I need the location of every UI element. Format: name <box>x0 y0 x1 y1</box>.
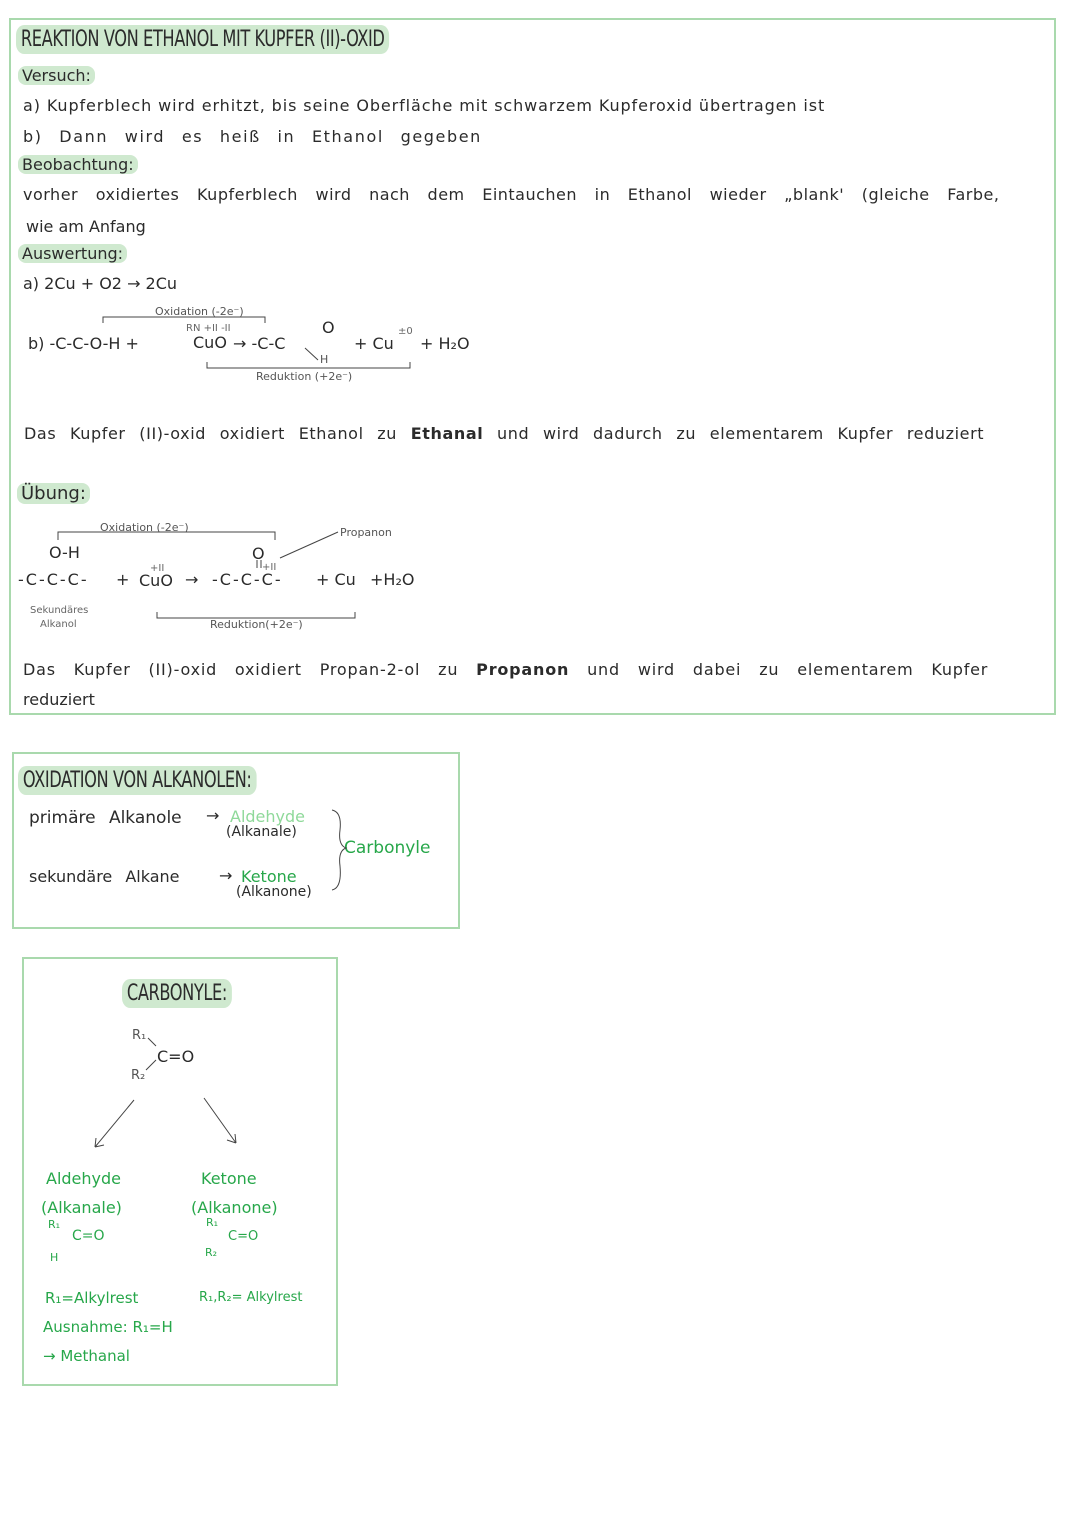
uebung-summary-pre: Das Kupfer (II)-oxid oxidiert Propan-2-ol zu <box>23 660 477 679</box>
uebung-oxidation-label: Oxidation (-2e⁻) <box>100 521 189 534</box>
uebung-reduktion-bracket <box>157 612 355 618</box>
aldehyde-subtitle: (Alkanale) <box>41 1198 122 1217</box>
arrow-to-ketone <box>204 1098 236 1143</box>
section2-title: OXIDATION VON ALKANOLEN: <box>18 766 256 795</box>
carbonyl-r1: R₁ <box>132 1028 147 1043</box>
ketone-title: Ketone <box>201 1169 257 1188</box>
uebung-propanon-label: Propanon <box>340 526 392 539</box>
uebung-right-ox: +II <box>262 562 277 573</box>
uebung-sek-label-1: Sekundäres <box>30 605 89 616</box>
alkanone-label: (Alkanone) <box>236 884 312 900</box>
arrow-secondary: → <box>219 866 233 885</box>
auswertung-label: Auswertung: <box>18 244 127 263</box>
uebung-label: Übung: <box>17 483 90 504</box>
beobachtung-line-2: wie am Anfang <box>26 217 146 236</box>
eq-b-product-chain: → -C-C <box>233 334 286 353</box>
eq-b-oxidation-bracket <box>103 317 265 323</box>
versuch-label: Versuch: <box>18 66 95 85</box>
eq-b-reactant: b) -C-C-O-H + <box>28 334 139 353</box>
eq-b-water: + H₂O <box>420 334 470 353</box>
eq-b-reduktion-bracket <box>207 362 410 368</box>
uebung-cuo: CuO <box>139 571 173 590</box>
eq-b-ch-bond <box>305 348 318 360</box>
carbonyl-co: C=O <box>157 1047 195 1066</box>
aldehyde-note-1: R₁=Alkylrest <box>45 1289 139 1307</box>
ketone-r2: R₂ <box>205 1246 218 1259</box>
reaction-summary-pre: Das Kupfer (II)-oxid oxidiert Ethanol zu <box>24 424 411 443</box>
carbonyl-r2: R₂ <box>131 1068 146 1083</box>
propanon-pointer <box>280 532 338 558</box>
uebung-sek-label-2: Alkanol <box>40 619 77 630</box>
eq-b-cu-ox: ±0 <box>398 326 413 337</box>
alkanale-label: (Alkanale) <box>226 824 297 840</box>
beobachtung-line-1: vorher oxidiertes Kupferblech wird nach dem Eintauchen in Ethanol wieder „blank' (gleiche Farbe, <box>23 185 1000 204</box>
section3-title: CARBONYLE: <box>122 979 232 1008</box>
ketone-r1: R₁ <box>206 1216 219 1229</box>
eq-b-oxidation-label: Oxidation (-2e⁻) <box>155 305 244 318</box>
uebung-arrow: → <box>185 570 199 589</box>
eq-b-product-h: H <box>320 353 329 366</box>
primary-alkanole: primäre Alkanole <box>29 808 182 828</box>
uebung-right-chain: -C-C-C- <box>212 570 283 589</box>
uebung-water: +H₂O <box>370 570 415 589</box>
ketone-subtitle: (Alkanone) <box>191 1198 278 1217</box>
uebung-summary-post: und wird dabei zu elementarem Kupfer <box>569 660 989 679</box>
uebung-reduktion-label: Reduktion(+2e⁻) <box>210 618 303 631</box>
uebung-left-chain: -C-C-C- <box>18 570 89 589</box>
aldehyde-r1: R₁ <box>48 1218 61 1231</box>
uebung-left-oh: O-H <box>49 543 80 562</box>
uebung-double-bond <box>257 560 261 568</box>
ketone-label: Ketone <box>241 867 297 886</box>
arrow-primary: → <box>206 806 220 825</box>
uebung-plus: + <box>116 570 130 589</box>
eq-b-product-o: O <box>322 318 335 337</box>
uebung-right-o: O <box>252 544 265 563</box>
ketone-note: R₁,R₂= Alkylrest <box>199 1290 303 1305</box>
uebung-oxidation-bracket <box>58 532 275 540</box>
aldehyde-h: H <box>50 1251 59 1264</box>
uebung-cu: + Cu <box>316 570 356 589</box>
versuch-b: b) Dann wird es heiß in Ethanol gegeben <box>23 127 482 146</box>
equation-a: a) 2Cu + O2 → 2Cu <box>23 274 178 293</box>
arrow-to-aldehyde <box>95 1100 134 1147</box>
versuch-a: a) Kupferblech wird erhitzt, bis seine Oberfläche mit schwarzem Kupferoxid übertragen ist <box>23 96 826 115</box>
aldehyde-note-3: → Methanal <box>43 1347 130 1365</box>
uebung-cuo-ox: +II <box>150 563 165 574</box>
eq-b-reduktion-label: Reduktion (+2e⁻) <box>256 370 353 383</box>
ketone-co: C=O <box>228 1229 259 1244</box>
eq-b-cuo: CuO <box>193 333 227 352</box>
beobachtung-label: Beobachtung: <box>18 155 138 174</box>
carbonyle-label: Carbonyle <box>344 838 431 858</box>
aldehyde-title: Aldehyde <box>46 1169 121 1188</box>
aldehyde-co: C=O <box>72 1228 105 1244</box>
aldehyde-label: Aldehyde <box>230 807 305 826</box>
carbonyle-brace <box>332 810 346 890</box>
reaction-summary-post: und wird dadurch zu elementarem Kupfer reduziert <box>483 424 985 443</box>
section1-title: REAKTION VON ETHANOL MIT KUPFER (II)-OXID <box>16 25 389 54</box>
uebung-summary-line-2: reduziert <box>23 690 95 709</box>
uebung-summary-propanon: Propanon <box>476 660 570 679</box>
eq-b-cu: + Cu <box>354 334 394 353</box>
reaction-summary-ethanal: Ethanal <box>410 424 484 443</box>
aldehyde-note-2: Ausnahme: R₁=H <box>43 1318 173 1336</box>
carbonyl-bonds <box>146 1038 156 1070</box>
secondary-alkane: sekundäre Alkane <box>29 867 180 886</box>
eq-b-ox-numbers: RN +II -II <box>186 323 231 334</box>
